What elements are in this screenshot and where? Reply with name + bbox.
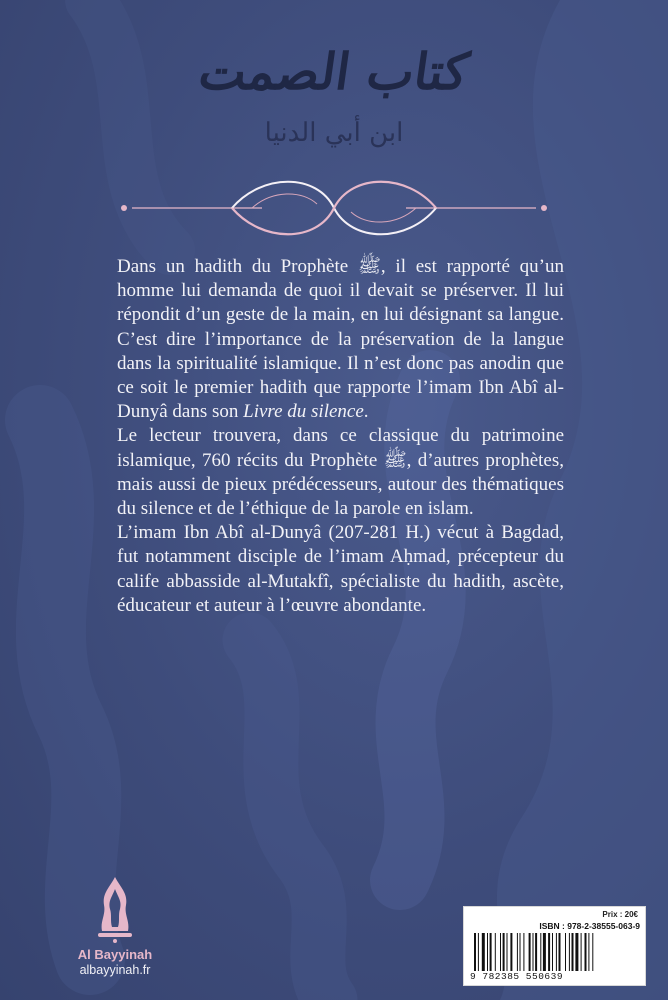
blurb-paragraph-1-text: Dans un hadith du Prophète ﷺ, il est rapporté qu’un homme lui demanda de quoi il devait se préserver. Il lui répondit d’un geste de la main, en lui désignant sa langue. C’est dire l’importance de la préservation de la langue dans la spiritualité islamique. Il n’est donc pas anodin que ce soit le premier hadith que rapporte l’imam Ibn Abî al-Dunyâ dans son [117, 256, 565, 423]
isbn-label: ISBN : 978-2-38555-063-9 [539, 921, 640, 931]
blurb-paragraph-3: L’imam Ibn Abî al-Dunyâ (207-281 H.) vécut à Bagdad, fut notamment disciple de l’imam Aḥmad, précepteur du calife abbasside al-Mutakfî, spécialiste du hadith, ascète, éducateur et auteur à l’œuvre abondante. [117, 522, 564, 616]
publisher-logo-icon [90, 875, 140, 945]
barcode-digits: 9 782385 550639 [470, 971, 564, 982]
blurb-paragraph-2: Le lecteur trouvera, dans ce classique du patrimoine islamique, 760 récits du Prophète ﷺ, d’autres prophètes, mais aussi de pieux prédécesseurs, autour des thématiques du silence et de l’éthique de la parole en islam. [117, 425, 564, 520]
book-title-arabic: كتاب الصمت [195, 42, 473, 101]
blurb-paragraph-1 [117, 255, 564, 424]
book-title-french: Livre du silence [243, 401, 364, 423]
flourish-ornament [112, 168, 556, 248]
publisher-name: Al Bayyinah [77, 947, 153, 962]
publisher-website: albayyinah.fr [79, 963, 151, 977]
publisher-block [60, 875, 170, 977]
barcode-bars-icon [474, 933, 636, 971]
blurb-paragraph-1-end: . [363, 401, 369, 423]
author-name-arabic: ابن أبي الدنيا [264, 118, 404, 148]
price-label: Prix : 20€ [602, 910, 638, 919]
back-cover-blurb [117, 255, 564, 618]
barcode-label [463, 906, 646, 986]
